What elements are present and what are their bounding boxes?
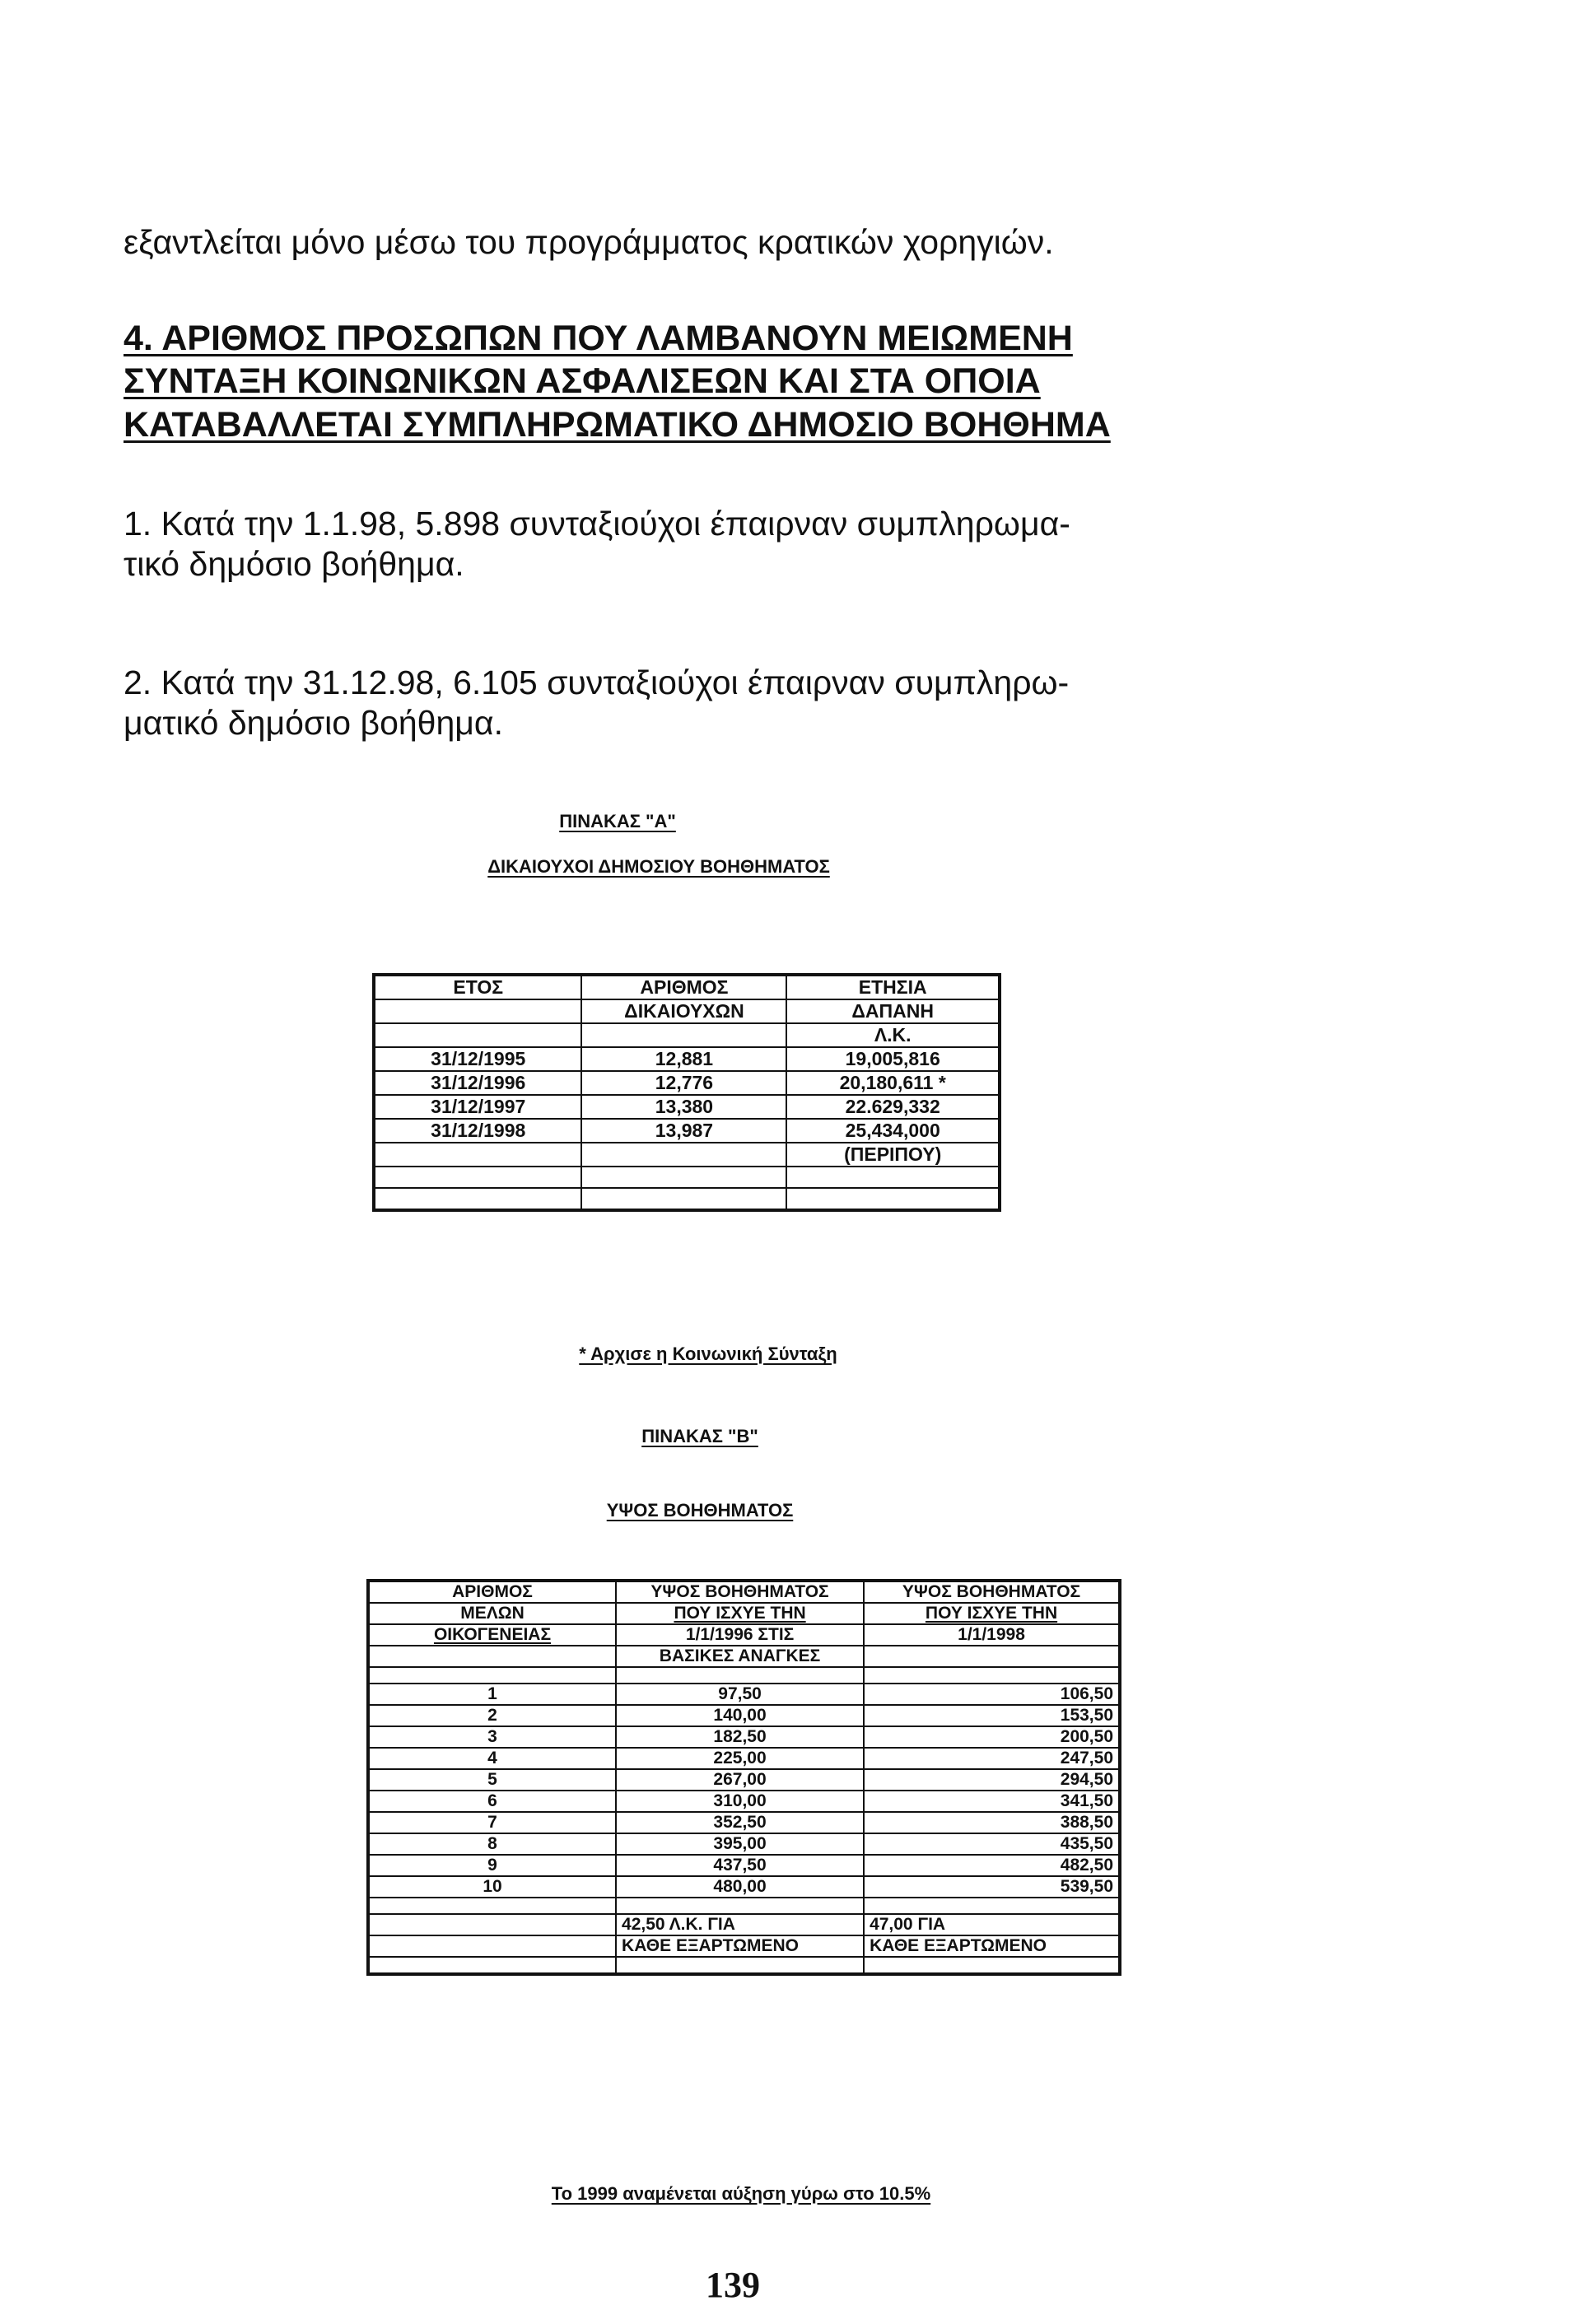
table-row bbox=[374, 999, 1000, 1023]
intro-line: εξαντλείται μόνο μέσω του προγράμματος κρατικών χορηγιών. bbox=[124, 223, 1054, 261]
paragraph-line: 2. Κατά την 31.12.98, 6.105 συνταξιούχοι έπαιρναν συμπληρω- bbox=[124, 664, 1070, 701]
table-cell: 31/12/1995 bbox=[374, 1047, 581, 1071]
table-row bbox=[374, 1047, 1000, 1071]
table-cell: 97,50 bbox=[616, 1684, 864, 1705]
table-cell: 7 bbox=[368, 1812, 616, 1833]
table-cell: 388,50 bbox=[864, 1812, 1120, 1833]
table-header-cell: 1/1/1998 bbox=[864, 1624, 1120, 1646]
table-cell: 10 bbox=[368, 1876, 616, 1898]
table-row bbox=[374, 1167, 1000, 1188]
table-header-cell bbox=[581, 1023, 786, 1047]
section-heading-line: 4. ΑΡΙΘΜΟΣ ΠΡΟΣΩΠΩΝ ΠΟΥ ΛΑΜΒΑΝΟΥΝ ΜΕΙΩΜΕΝΗ bbox=[124, 319, 1073, 358]
table-cell: 31/12/1998 bbox=[374, 1119, 581, 1143]
table-header-cell: ΑΡΙΘΜΟΣ bbox=[368, 1581, 616, 1603]
table-row bbox=[368, 1624, 1120, 1646]
table-cell: 352,50 bbox=[616, 1812, 864, 1833]
table-b-subtitle: ΥΨΟΣ ΒΟΗΘΗΜΑΤΟΣ bbox=[606, 1500, 794, 1521]
table-cell: 25,434,000 bbox=[786, 1119, 1000, 1143]
table-cell: 341,50 bbox=[864, 1791, 1120, 1812]
table-row bbox=[374, 975, 1000, 999]
table-a-subtitle: ΔΙΚΑΙΟΥΧΟΙ ΔΗΜΟΣΙΟΥ ΒΟΗΘΗΜΑΤΟΣ bbox=[487, 856, 830, 877]
table-row bbox=[368, 1957, 1120, 1974]
table-b-footnote: Το 1999 αναμένεται αύξηση γύρω στο 10.5% bbox=[551, 2183, 931, 2204]
table-row bbox=[368, 1812, 1120, 1833]
table-header-cell bbox=[374, 1023, 581, 1047]
table-row bbox=[368, 1603, 1120, 1624]
table-cell: 437,50 bbox=[616, 1855, 864, 1876]
table-cell: 539,50 bbox=[864, 1876, 1120, 1898]
table-cell: 200,50 bbox=[864, 1726, 1120, 1748]
table-row bbox=[368, 1726, 1120, 1748]
table-header-cell: ΥΨΟΣ ΒΟΗΘΗΜΑΤΟΣ bbox=[616, 1581, 864, 1603]
table-cell: 294,50 bbox=[864, 1769, 1120, 1791]
table-header-cell: ΑΡΙΘΜΟΣ bbox=[581, 975, 786, 999]
table-header-cell: ΕΤΗΣΙΑ bbox=[786, 975, 1000, 999]
table-cell: 153,50 bbox=[864, 1705, 1120, 1726]
table-cell: 13,987 bbox=[581, 1119, 786, 1143]
table-header-cell: ΕΤΟΣ bbox=[374, 975, 581, 999]
table-cell: 31/12/1996 bbox=[374, 1071, 581, 1095]
table-cell: 20,180,611 * bbox=[786, 1071, 1000, 1095]
table-row bbox=[368, 1705, 1120, 1726]
table-header-cell: ΒΑΣΙΚΕΣ ΑΝΑΓΚΕΣ bbox=[616, 1646, 864, 1667]
table-row bbox=[374, 1095, 1000, 1119]
table-cell: 5 bbox=[368, 1769, 616, 1791]
table-cell: 31/12/1997 bbox=[374, 1095, 581, 1119]
table-cell: 13,380 bbox=[581, 1095, 786, 1119]
table-row bbox=[368, 1914, 1120, 1935]
table-header-cell: ΔΑΠΑΝΗ bbox=[786, 999, 1000, 1023]
table-row bbox=[374, 1071, 1000, 1095]
table-cell: 435,50 bbox=[864, 1833, 1120, 1855]
table-cell bbox=[374, 1167, 581, 1188]
table-row bbox=[368, 1748, 1120, 1769]
table-header-cell: ΠΟΥ ΙΣΧΥΕ ΤΗΝ bbox=[616, 1603, 864, 1624]
table-cell: 12,881 bbox=[581, 1047, 786, 1071]
table-cell: (ΠΕΡΙΠΟΥ) bbox=[786, 1143, 1000, 1167]
table-header-cell: 1/1/1996 ΣΤΙΣ bbox=[616, 1624, 864, 1646]
table-header-cell: Λ.Κ. bbox=[786, 1023, 1000, 1047]
paragraph-line: 1. Κατά την 1.1.98, 5.898 συνταξιούχοι έπαιρναν συμπληρωμα- bbox=[124, 505, 1070, 543]
table-cell: 140,00 bbox=[616, 1705, 864, 1726]
table-cell: 6 bbox=[368, 1791, 616, 1812]
table-cell bbox=[581, 1167, 786, 1188]
table-cell: 42,50 Λ.Κ. ΓΙΑ bbox=[616, 1914, 864, 1935]
table-header-cell: ΔΙΚΑΙΟΥΧΩΝ bbox=[581, 999, 786, 1023]
table-row bbox=[368, 1833, 1120, 1855]
section-heading-line: ΣΥΝΤΑΞΗ ΚΟΙΝΩΝΙΚΩΝ ΑΣΦΑΛΙΣΕΩΝ ΚΑΙ ΣΤΑ ΟΠΟΙΑ bbox=[124, 361, 1041, 402]
table-cell: 9 bbox=[368, 1855, 616, 1876]
table-cell bbox=[581, 1143, 786, 1167]
table-a bbox=[372, 973, 1001, 1212]
paragraph-item-2 bbox=[124, 663, 1069, 743]
table-header-cell: ΥΨΟΣ ΒΟΗΘΗΜΑΤΟΣ bbox=[864, 1581, 1120, 1603]
table-cell: 12,776 bbox=[581, 1071, 786, 1095]
table-row bbox=[368, 1667, 1120, 1684]
table-a-title: ΠΙΝΑΚΑΣ "Α" bbox=[559, 811, 676, 831]
table-cell bbox=[786, 1167, 1000, 1188]
table-cell: 480,00 bbox=[616, 1876, 864, 1898]
section-heading-line: ΚΑΤΑΒΑΛΛΕΤΑΙ ΣΥΜΠΛΗΡΩΜΑΤΙΚΟ ΔΗΜΟΣΙΟ ΒΟΗΘΗΜΑ bbox=[124, 404, 1111, 445]
table-row bbox=[368, 1876, 1120, 1898]
table-cell bbox=[374, 1143, 581, 1167]
table-header-cell bbox=[368, 1646, 616, 1667]
table-cell: 395,00 bbox=[616, 1833, 864, 1855]
table-cell: 247,50 bbox=[864, 1748, 1120, 1769]
table-row bbox=[368, 1898, 1120, 1914]
table-row bbox=[368, 1581, 1120, 1603]
table-row bbox=[374, 1143, 1000, 1167]
table-cell bbox=[374, 1188, 581, 1210]
table-a-footnote: * Αρχισε η Κοινωνική Σύνταξη bbox=[579, 1344, 837, 1364]
table-cell: 1 bbox=[368, 1684, 616, 1705]
table-header-cell: ΠΟΥ ΙΣΧΥΕ ΤΗΝ bbox=[864, 1603, 1120, 1624]
paragraph-item-1 bbox=[124, 504, 1070, 584]
table-row bbox=[368, 1769, 1120, 1791]
table-row bbox=[368, 1684, 1120, 1705]
table-cell: 310,00 bbox=[616, 1791, 864, 1812]
table-cell: 182,50 bbox=[616, 1726, 864, 1748]
table-row bbox=[374, 1188, 1000, 1210]
table-header-cell bbox=[374, 999, 581, 1023]
table-cell: 47,00 ΓΙΑ bbox=[864, 1914, 1120, 1935]
page-number: 139 bbox=[706, 2265, 760, 2305]
paragraph-line: ματικό δημόσιο βοήθημα. bbox=[124, 704, 503, 743]
table-row bbox=[368, 1646, 1120, 1667]
section-heading bbox=[124, 317, 1111, 446]
paragraph-line: τικό δημόσιο βοήθημα. bbox=[124, 545, 464, 584]
table-cell: ΚΑΘΕ ΕΞΑΡΤΩΜΕΝΟ bbox=[864, 1935, 1120, 1957]
table-cell: 2 bbox=[368, 1705, 616, 1726]
table-b-title: ΠΙΝΑΚΑΣ "Β" bbox=[641, 1426, 758, 1446]
table-cell: 19,005,816 bbox=[786, 1047, 1000, 1071]
table-row bbox=[374, 1023, 1000, 1047]
table-cell bbox=[786, 1188, 1000, 1210]
table-cell: 8 bbox=[368, 1833, 616, 1855]
table-cell: 106,50 bbox=[864, 1684, 1120, 1705]
table-cell: 482,50 bbox=[864, 1855, 1120, 1876]
table-cell: 267,00 bbox=[616, 1769, 864, 1791]
table-header-cell: ΜΕΛΩΝ bbox=[368, 1603, 616, 1624]
table-row bbox=[374, 1119, 1000, 1143]
table-cell: 22.629,332 bbox=[786, 1095, 1000, 1119]
table-b bbox=[366, 1579, 1121, 1976]
table-row bbox=[368, 1935, 1120, 1957]
table-cell: 225,00 bbox=[616, 1748, 864, 1769]
table-cell: 3 bbox=[368, 1726, 616, 1748]
table-header-cell: ΟΙΚΟΓΕΝΕΙΑΣ bbox=[368, 1624, 616, 1646]
table-cell: 4 bbox=[368, 1748, 616, 1769]
table-header-cell bbox=[864, 1646, 1120, 1667]
table-cell bbox=[581, 1188, 786, 1210]
table-row bbox=[368, 1791, 1120, 1812]
table-cell: ΚΑΘΕ ΕΞΑΡΤΩΜΕΝΟ bbox=[616, 1935, 864, 1957]
table-row bbox=[368, 1855, 1120, 1876]
